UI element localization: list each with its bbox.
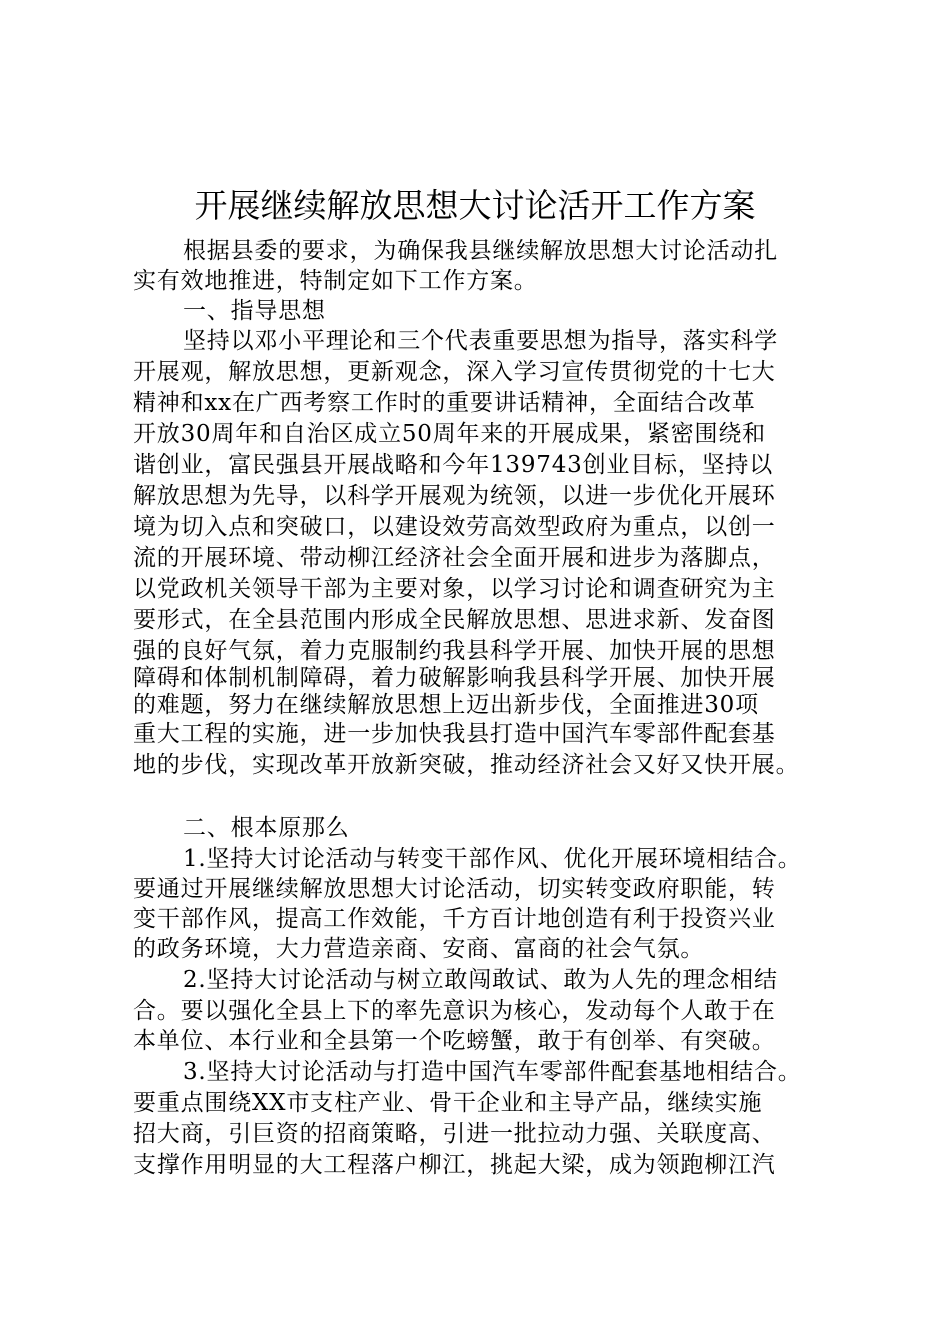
paragraph-line: 流的开展环境、带动柳江经济社会全面开展和进步为落脚点， (133, 545, 776, 571)
paragraph-line: 2.坚持大讨论活动与树立敢闯敢试、敢为人先的理念相结 (183, 967, 778, 993)
paragraph-line: 实有效地推进，特制定如下工作方案。 (133, 268, 538, 294)
document-title: 开展继续解放思想大讨论活开工作方案 (194, 186, 756, 225)
paragraph-line: 以党政机关领导干部为主要对象，以学习讨论和调查研究为主 (133, 576, 776, 602)
paragraph-line: 的难题，努力在继续解放思想上迈出新步伐，全面推进30项 (133, 692, 759, 718)
paragraph-line: 本单位、本行业和全县第一个吃螃蟹，敢于有创举、有突破。 (133, 1028, 776, 1054)
paragraph-line: 精神和xx在广西考察工作时的重要讲话精神，全面结合改革 (133, 390, 756, 416)
paragraph-line: 合。要以强化全县上下的率先意识为核心，发动每个人敢于在 (133, 998, 776, 1024)
paragraph-line: 的政务环境，大力营造亲商、安商、富商的社会气氛。 (133, 936, 705, 962)
paragraph-line: 解放思想为先导，以科学开展观为统领，以进一步优化开展环 (133, 483, 776, 509)
paragraph-line: 3.坚持大讨论活动与打造中国汽车零部件配套基地相结合。 (183, 1059, 802, 1085)
section-heading: 一、指导思想 (183, 298, 326, 324)
paragraph-line: 障碍和体制机制障碍，着力破解影响我县科学开展、加快开展 (133, 665, 776, 691)
paragraph-line: 招大商，引巨资的招商策略，引进一批拉动力强、关联度高、 (133, 1121, 776, 1147)
paragraph-line: 坚持以邓小平理论和三个代表重要思想为指导，落实科学 (183, 328, 778, 354)
paragraph-line: 谐创业，富民强县开展战略和今年139743创业目标，坚持以 (133, 452, 773, 478)
paragraph-line: 强的良好气氛，着力克服制约我县科学开展、加快开展的思想 (133, 638, 776, 664)
paragraph-line: 境为切入点和突破口，以建设效劳高效型政府为重点，以创一 (133, 514, 776, 540)
paragraph-line: 根据县委的要求，为确保我县继续解放思想大讨论活动扎 (183, 238, 778, 264)
section-heading: 二、根本原那么 (183, 815, 350, 841)
paragraph-line: 支撑作用明显的大工程落户柳江，挑起大梁，成为领跑柳江汽 (133, 1152, 776, 1178)
paragraph-line: 地的步伐，实现改革开放新突破，推动经济社会又好又快开展。 (133, 752, 800, 778)
paragraph-line: 开放30周年和自治区成立50周年来的开展成果，紧密围绕和 (133, 421, 766, 447)
paragraph-line: 重大工程的实施，进一步加快我县打造中国汽车零部件配套基 (133, 721, 776, 747)
paragraph-line: 变干部作风，提高工作效能，千方百计地创造有利于投资兴业 (133, 906, 776, 932)
paragraph-line: 开展观，解放思想，更新观念，深入学习宣传贯彻党的十七大 (133, 359, 776, 385)
paragraph-line: 要重点围绕XX市支柱产业、骨干企业和主导产品，继续实施 (133, 1090, 763, 1116)
paragraph-line: 要形式，在全县范围内形成全民解放思想、思进求新、发奋图 (133, 607, 776, 633)
paragraph-line: 要通过开展继续解放思想大讨论活动，切实转变政府职能，转 (133, 876, 776, 902)
paragraph-line: 1.坚持大讨论活动与转变干部作风、优化开展环境相结合。 (183, 846, 802, 872)
